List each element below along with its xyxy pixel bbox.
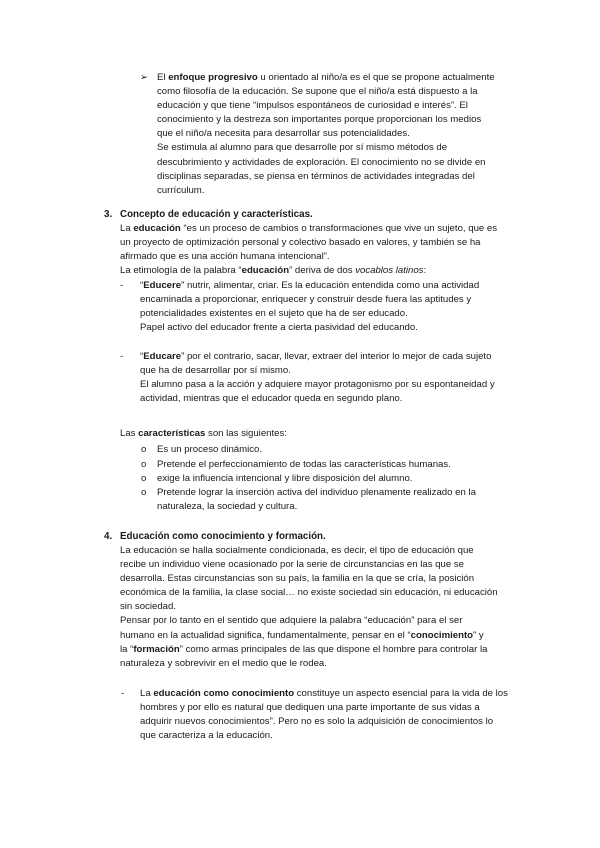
text-line: El alumno pasa a la acción y adquiere mayor protagonismo por su espontaneidad y — [140, 379, 495, 391]
section-title: Educación como conocimiento y formación. — [120, 531, 326, 542]
text-line: desarrolla. Estas circunstancias son su país, la familia en la que se cría, la posición — [120, 573, 475, 585]
text-line: Las características son las siguientes: — [120, 428, 287, 439]
text-line: El enfoque progresivo u orientado al niño/a es el que se propone actualmente — [157, 72, 495, 83]
text-line: un proyecto de optimización personal y colectivo basado en valores, y también se ha — [120, 237, 481, 249]
list-item — [157, 443, 513, 457]
text-line: como filosofía de la educación. Se supone que el niño/a está dispuesto a la — [157, 86, 478, 98]
text-line: descubrimiento y actividades de exploración. El conocimiento no se divide en — [157, 156, 486, 168]
text-line: económica de la familia, la clase social… no existe sociedad sin educación, ni educación — [120, 587, 498, 599]
text-line: currículum. — [157, 184, 205, 196]
text-line: encaminada a proporcionar, enriquecer y construir desde fuera las aptitudes y — [140, 294, 472, 306]
text-line: afirmado que es una acción humana intencional”. — [120, 251, 330, 263]
education-definition — [120, 222, 513, 278]
text-line: Se estimula al alumno para que desarrolle por sí mismo métodos de — [157, 142, 448, 154]
text-line: Pretende lograr la inserción activa del individuo plenamente realizado en la — [157, 487, 476, 498]
dash-bullet: - — [121, 688, 125, 699]
text-line: “Educere” nutrir, alimentar, criar. Es la educación entendida como una actividad — [140, 280, 480, 291]
text-line: La etimología de la palabra “educación” deriva de dos vocablos latinos: — [120, 265, 427, 277]
text-line: hombres y por ello es natural que dediquen una parte importante de sus vidas a — [140, 702, 480, 714]
text-line: Pensar por lo tanto en el sentido que adquiere la palabra “educación” para el ser — [120, 615, 463, 627]
educare-paragraph — [140, 350, 513, 406]
progressive-approach-paragraph — [157, 71, 513, 198]
text-line: disciplinas separadas, se piensa en términos de actividades integradas del — [157, 170, 475, 182]
circle-bullet: o — [141, 444, 147, 455]
text-line: La educación se halla socialmente condicionada, es decir, el tipo de educación que — [120, 545, 474, 556]
section-title: Concepto de educación y características. — [120, 209, 313, 220]
text-line: conocimiento y la destreza son importantes porque proporcionan los medios — [157, 114, 482, 126]
section-number: 4. — [104, 531, 113, 542]
text-line: que caracteriza a la educación. — [140, 730, 273, 742]
text-line: actividad, mientras que el educador queda en segundo plano. — [140, 393, 403, 405]
dash-bullet: - — [120, 351, 124, 362]
text-line: la “formación” como armas principales de las que dispone el hombre para controlar la — [120, 643, 488, 655]
section-number: 3. — [104, 209, 113, 220]
educere-paragraph — [140, 279, 513, 335]
text-line: La educación “es un proceso de cambios o transformaciones que vive un sujeto, que es — [120, 223, 498, 234]
text-line: Papel activo del educador frente a cierta pasividad del educando. — [140, 322, 418, 334]
text-line: educación y que tiene “impulsos espontáneos de curiosidad e interés”. El — [157, 100, 468, 112]
text-line: humano en la actualidad significa, fundamentalmente, pensar en el “conocimiento” y — [120, 629, 484, 641]
list-item — [157, 486, 513, 514]
circle-bullet: o — [141, 487, 147, 498]
list-item — [157, 472, 513, 486]
social-conditioning-paragraph — [120, 544, 513, 671]
text-line: Pretende el perfeccionamiento de todas las características humanas. — [157, 459, 451, 470]
text-line: La educación como conocimiento constituye un aspecto esencial para la vida de los — [140, 688, 508, 699]
list-item — [157, 458, 513, 472]
text-line: naturaleza, la sociedad y cultura. — [157, 501, 298, 513]
text-line: que el niño/a necesita para desarrollar sus potencialidades. — [157, 128, 410, 140]
knowledge-paragraph — [140, 687, 513, 743]
characteristics-intro — [120, 427, 513, 441]
text-line: naturaleza y sobrevivir en el medio que le rodea. — [120, 657, 327, 669]
text-line: “Educare” por el contrario, sacar, llevar, extraer del interior lo mejor de cada sujeto — [140, 351, 492, 362]
circle-bullet: o — [141, 459, 147, 470]
dash-bullet: - — [120, 280, 124, 291]
text-line: que ha de desarrollar por sí mismo. — [140, 365, 291, 377]
text-line: recibe un individuo viene ocasionado por la serie de circunstancias en las que se — [120, 559, 464, 571]
circle-bullet: o — [141, 473, 147, 484]
text-line: adquirir nuevos conocimientos”. Pero no es solo la adquisición de conocimientos lo — [140, 716, 494, 728]
text-line: Es un proceso dinámico. — [157, 444, 263, 455]
text-line: exige la influencia intencional y libre disposición del alumno. — [157, 473, 413, 484]
arrow-bullet-icon: ➢ — [140, 72, 149, 83]
text-line: sin sociedad. — [120, 601, 176, 613]
text-line: potencialidades existentes en el sujeto que ha de ser educado. — [140, 308, 408, 320]
